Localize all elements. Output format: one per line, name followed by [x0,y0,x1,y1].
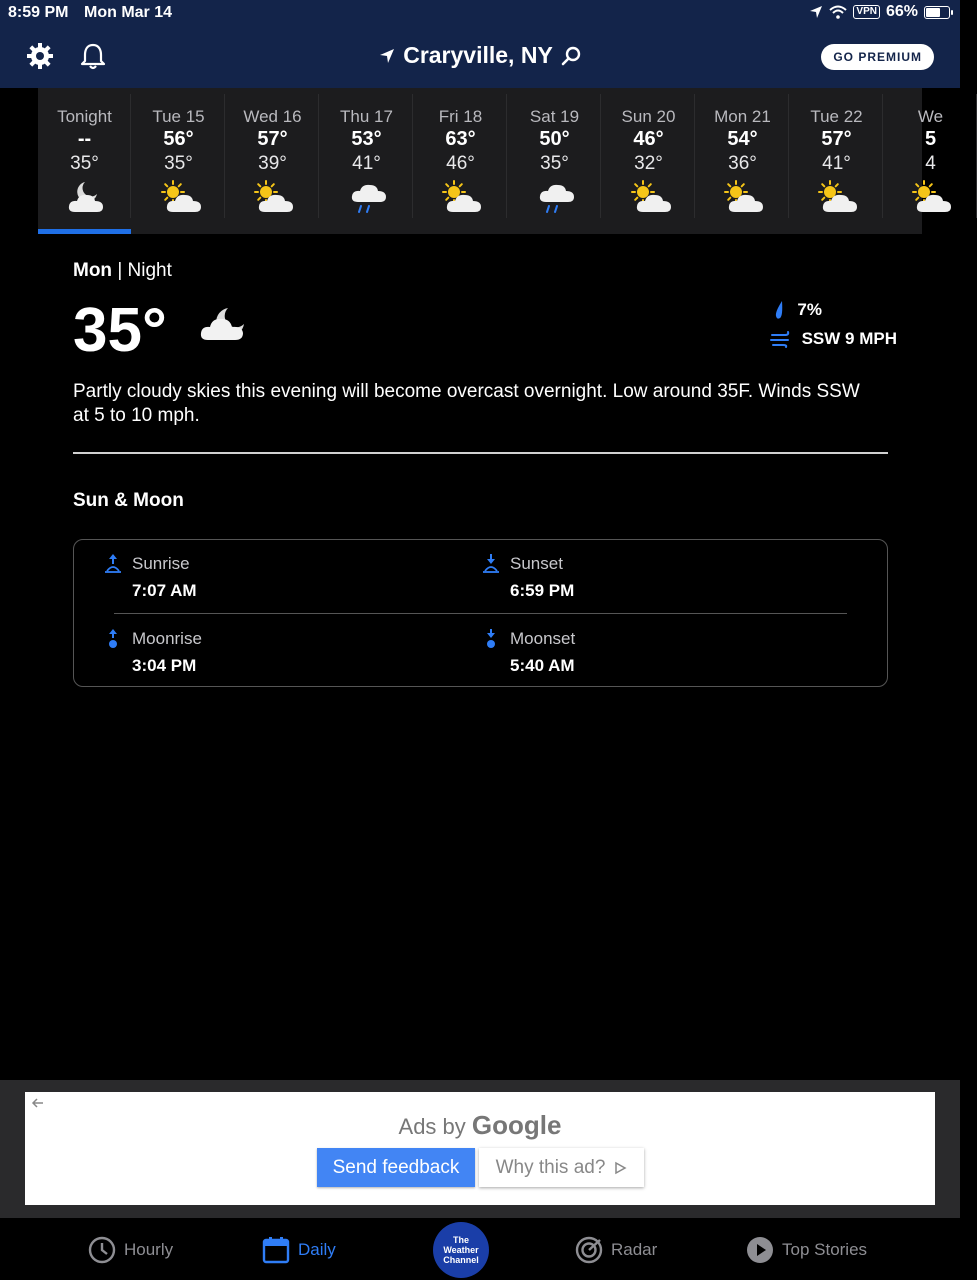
selected-day-indicator [38,229,131,234]
google-wordmark: Google [471,1110,562,1140]
day-low-temp: 41° [352,153,381,174]
mostly-sunny-icon [158,180,200,214]
precipitation-value: 7% [797,300,822,319]
day-separator [600,94,601,218]
battery-percent: 66% [885,3,918,20]
mostly-sunny-icon [628,180,670,214]
sun-moon-card [73,539,888,687]
rain-icon [346,180,388,214]
day-separator [506,94,507,218]
detail-title [73,260,172,282]
day-low-temp: 35° [70,153,99,174]
raindrop-icon [773,300,785,320]
send-feedback-button[interactable]: Send feedback [317,1148,475,1187]
detail-temperature: 35° [73,296,167,365]
day-column[interactable] [508,88,601,234]
wifi-icon [829,5,847,19]
calendar-icon [262,1236,290,1264]
play-circle-icon [746,1236,774,1264]
moonset-icon [482,628,500,648]
nav-top-stories-label: Top Stories [782,1240,868,1259]
nav-radar[interactable] [575,1236,657,1264]
day-separator [694,94,695,218]
location-arrow-icon [379,48,395,64]
moonset-time: 5:40 AM [510,656,575,675]
wind-info [770,329,897,349]
day-separator [224,94,225,218]
day-low-temp: 32° [634,153,663,174]
precipitation-chance [773,300,822,320]
day-name: Mon 21 [714,107,771,126]
why-this-ad-button[interactable] [479,1148,644,1187]
moonrise-icon [104,628,122,648]
status-date: Mon Mar 14 [84,4,173,21]
nav-hourly[interactable] [88,1236,173,1264]
day-low-temp: 35° [164,153,193,174]
day-separator [318,94,319,218]
day-column[interactable] [320,88,413,234]
day-high-temp: 54° [727,128,758,150]
day-column[interactable] [226,88,319,234]
ad-area [0,1080,960,1218]
partly-sunny-icon [722,180,764,214]
weather-channel-logo[interactable] [433,1222,489,1278]
nav-radar-label: Radar [611,1240,658,1259]
day-name: Thu 17 [340,107,393,126]
day-name: Tue 22 [810,107,863,126]
vpn-badge: VPN [853,5,880,19]
day-separator [130,94,131,218]
day-high-temp: 46° [633,128,664,150]
why-this-ad-label: Why this ad? [495,1156,606,1178]
day-low-temp: 4 [925,153,936,174]
day-column[interactable] [38,88,131,234]
moonrise-time: 3:04 PM [132,656,197,675]
day-high-temp: 50° [539,128,570,150]
detail-period: Night [127,260,172,281]
day-column[interactable] [602,88,695,234]
sun-moon-title: Sun & Moon [73,490,184,511]
day-column[interactable] [884,88,977,234]
sunset-label: Sunset [510,554,563,573]
logo-line-1: The [452,1235,469,1245]
ad-box [25,1092,935,1205]
day-high-temp: -- [77,128,92,150]
day-high-temp: 63° [445,128,476,150]
search-icon[interactable] [561,46,581,66]
day-column[interactable] [790,88,883,234]
back-arrow-icon[interactable] [31,1096,45,1110]
day-low-temp: 36° [728,153,757,174]
logo-line-2: Weather [443,1245,479,1255]
status-time: 8:59 PM [8,4,69,21]
day-high-temp: 56° [163,128,194,150]
status-indicators [809,3,950,21]
partly-sunny-icon [252,180,294,214]
nav-top-stories[interactable] [746,1236,867,1264]
nav-hourly-label: Hourly [124,1240,174,1259]
day-high-temp: 57° [257,128,288,150]
moonrise-label: Moonrise [132,629,202,648]
logo-line-3: Channel [443,1255,479,1265]
radar-icon [575,1236,603,1264]
day-high-temp: 5 [924,128,937,150]
day-separator [412,94,413,218]
partly-sunny-icon [910,180,952,214]
sunset-icon [482,553,500,573]
day-name: Sat 19 [529,107,580,126]
daily-forecast-strip[interactable] [38,88,944,234]
day-name: Tonight [57,107,112,126]
go-premium-button[interactable]: GO PREMIUM [821,44,934,70]
day-high-temp: 57° [821,128,852,150]
day-low-temp: 35° [540,153,569,174]
clock-icon [88,1236,116,1264]
wind-icon [770,330,792,348]
location-name: Craryville, NY [403,42,553,68]
day-name: Sun 20 [621,107,676,126]
day-name: Wed 16 [243,107,302,126]
day-high-temp: 53° [351,128,382,150]
rain-icon [534,180,576,214]
day-column[interactable] [414,88,507,234]
day-name: We [917,107,944,126]
ads-by-label: Ads by [398,1114,466,1139]
nav-daily[interactable] [262,1236,336,1264]
partly-sunny-icon [816,180,858,214]
wind-value: SSW 9 MPH [801,329,897,348]
bottom-nav [0,1218,960,1280]
sun-moon-divider [114,613,847,614]
sunrise-time: 7:07 AM [132,581,197,600]
play-outline-icon [613,1161,627,1175]
top-bar [0,0,960,88]
location-header[interactable] [0,42,960,69]
forecast-narrative: Partly cloudy skies this evening will become overcast overnight. Low around 35F. Winds SSW at 5 to 10 mph. [73,381,860,426]
day-low-temp: 39° [258,153,287,174]
location-arrow-icon [809,5,823,19]
divider [73,452,888,454]
sunrise-label: Sunrise [132,554,190,573]
partly-sunny-icon [440,180,482,214]
moonset-label: Moonset [510,629,576,648]
sunrise-icon [104,553,122,573]
partly-cloudy-night-icon [64,180,106,214]
day-name: Tue 15 [152,107,205,126]
battery-icon [924,6,950,19]
day-name: Fri 18 [438,107,483,126]
day-low-temp: 46° [446,153,475,174]
day-separator [882,94,883,218]
sunset-time: 6:59 PM [510,581,575,600]
day-separator [788,94,789,218]
detail-day: Mon [73,260,113,281]
detail-separator: | [112,260,128,281]
ads-by-google [25,1110,935,1141]
partly-cloudy-night-icon [198,302,252,346]
day-low-temp: 41° [822,153,851,174]
day-column[interactable] [696,88,789,234]
nav-daily-label: Daily [298,1240,336,1259]
day-column[interactable] [132,88,225,234]
